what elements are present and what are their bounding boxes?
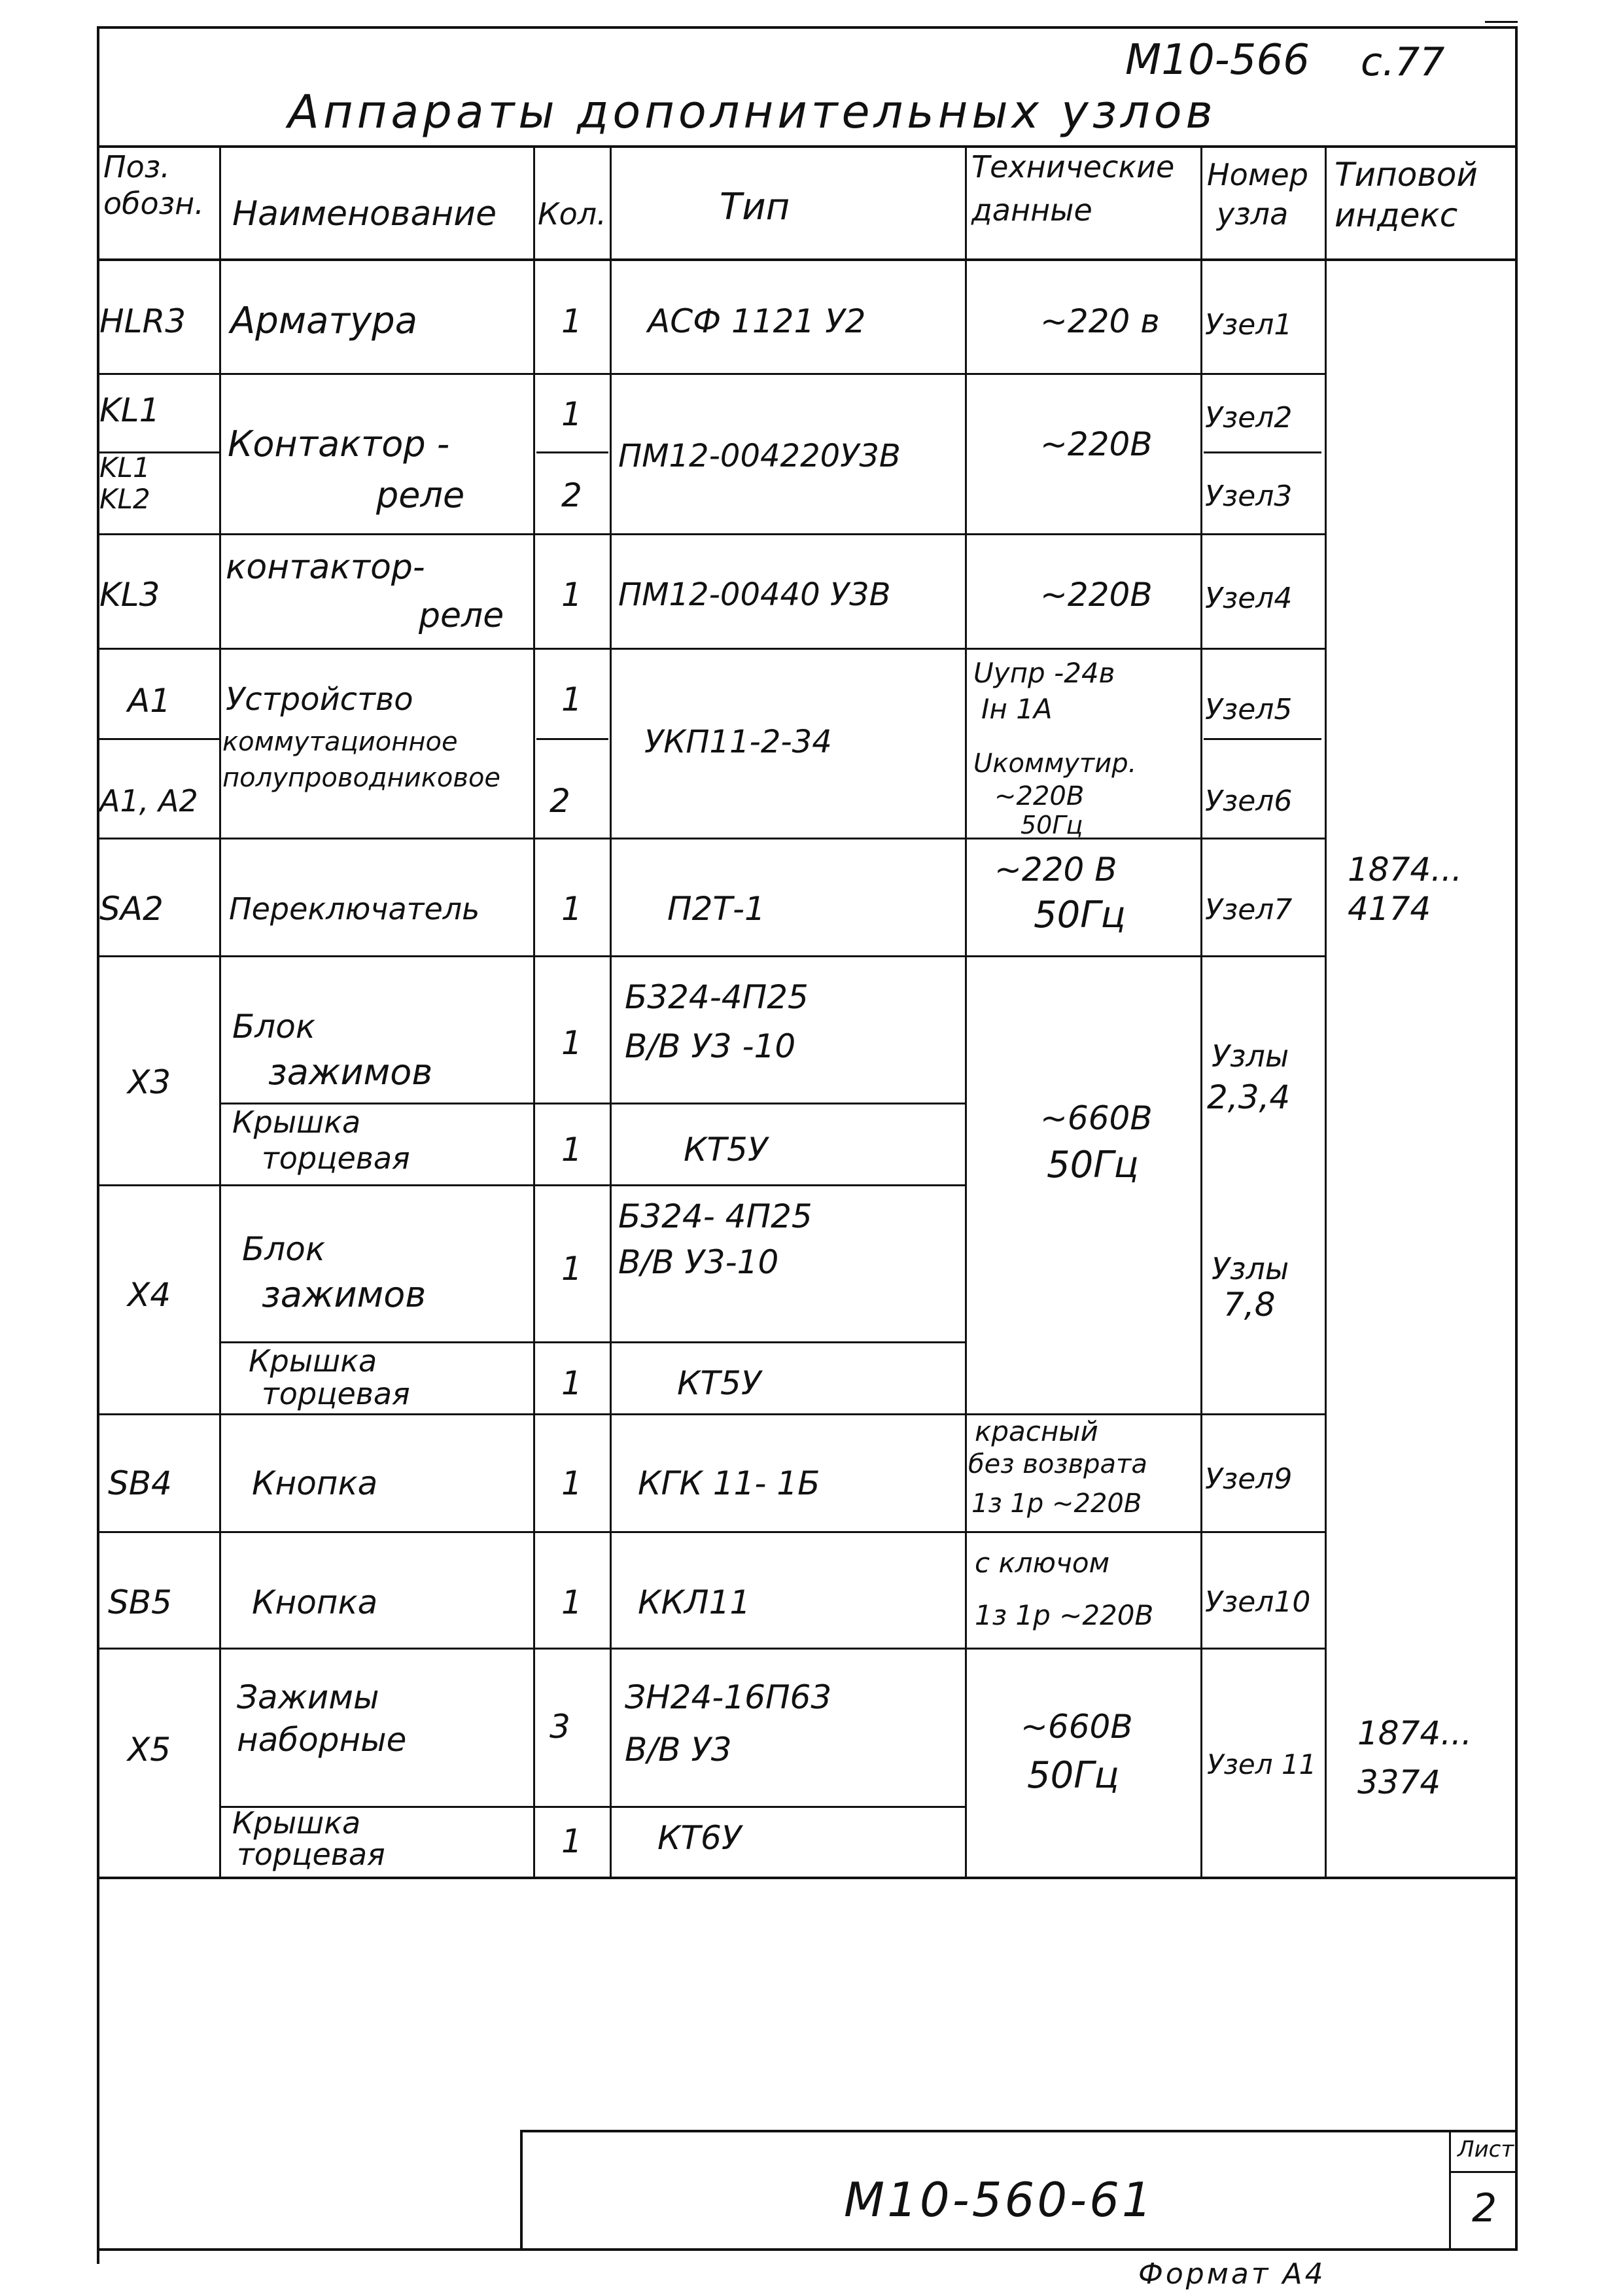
row11-name-2: торцевая	[262, 1376, 410, 1411]
row5-node: Узел5	[1205, 693, 1293, 726]
row7-tech-1: ~220 В	[994, 851, 1117, 889]
col-line	[1200, 145, 1202, 1878]
header-tech-2: данные	[971, 192, 1092, 228]
row15-name-1: Крышка	[232, 1805, 361, 1841]
row-line	[97, 533, 1327, 535]
index-1874-4174-l1: 1874...	[1348, 851, 1462, 889]
col-line	[1325, 145, 1327, 1878]
header-index-1: Типовой	[1335, 156, 1478, 194]
header-name: Наименование	[232, 194, 497, 234]
row-line	[1204, 738, 1321, 740]
frame-corner-tick	[1485, 21, 1518, 23]
row15-type: КТ6У	[657, 1819, 742, 1857]
stamp-bottom	[97, 2248, 1518, 2251]
row10-name-1: Блок	[242, 1230, 326, 1268]
row12-qty: 1	[561, 1464, 582, 1502]
row6-qty: 2	[550, 782, 570, 820]
row8-qty: 1	[561, 1024, 582, 1062]
x5-index-1: 1874...	[1357, 1714, 1472, 1752]
row7-tech-2: 50Гц	[1034, 894, 1126, 936]
col-line	[965, 145, 967, 1878]
row4-node: Узел4	[1205, 582, 1293, 615]
row8-type-2: В/В У3 -10	[625, 1027, 796, 1065]
row3-node: Узел3	[1205, 480, 1293, 513]
row1-tech: ~220 в	[1040, 302, 1160, 340]
header-bottom	[97, 258, 1518, 261]
row7-name: Переключатель	[229, 891, 480, 927]
row-line	[97, 1648, 1327, 1650]
page-title: Аппараты дополнительных узлов	[288, 85, 1217, 139]
page-ref: с.77	[1361, 39, 1445, 85]
row4-pos: KL3	[99, 576, 160, 614]
row13-qty: 1	[561, 1583, 582, 1621]
frame-right	[1515, 26, 1518, 2251]
x-tech-voltage: ~660В	[1040, 1099, 1153, 1137]
row3-pos-1: KL1	[99, 451, 150, 484]
doc-code: М10-566	[1125, 36, 1310, 84]
row12-tech-1: красный	[975, 1415, 1098, 1447]
row1-qty: 1	[561, 302, 582, 340]
row23-name-2: реле	[376, 474, 465, 516]
row15-name-2: торцевая	[237, 1837, 385, 1872]
header-tech-1: Технические	[971, 149, 1175, 185]
row-line	[536, 738, 608, 740]
row11-type: КТ5У	[677, 1364, 761, 1402]
table-bottom	[97, 1877, 1518, 1879]
row8-type-1: Б324-4П25	[625, 978, 809, 1016]
row13-name: Кнопка	[252, 1583, 378, 1621]
row14-type-1: ЗН24-16П63	[625, 1678, 832, 1716]
header-pos-2: обозн.	[103, 186, 204, 221]
x3-node-1: Узлы	[1212, 1038, 1289, 1074]
row12-name: Кнопка	[252, 1464, 378, 1502]
x-tech-frequency: 50Гц	[1047, 1144, 1139, 1186]
row13-tech-2: 1з 1р ~220В	[975, 1599, 1154, 1631]
row-line	[536, 451, 608, 453]
row4-qty: 1	[561, 576, 582, 614]
row-line	[97, 838, 1327, 839]
row8-name-1: Блок	[232, 1008, 316, 1046]
index-1874-4174-l2: 4174	[1348, 890, 1431, 928]
row8-name-2: зажимов	[268, 1051, 433, 1093]
row5-tech-1: Uупр -24в	[973, 657, 1115, 689]
row4-type: ПМ12-00440 У3В	[618, 576, 891, 613]
row1-node: Узел1	[1205, 308, 1293, 342]
row2-node: Узел2	[1205, 401, 1293, 434]
header-type: Тип	[720, 186, 790, 228]
x5-index-2: 3374	[1357, 1763, 1441, 1801]
row10-name-2: зажимов	[262, 1274, 427, 1315]
col-line	[219, 145, 221, 1878]
frame-top	[97, 26, 1518, 29]
row5-qty: 1	[561, 680, 582, 718]
row56-name-2: коммутационное	[222, 727, 458, 757]
row6-tech-3: 50Гц	[1021, 811, 1083, 839]
row12-type: КГК 11- 1Б	[638, 1464, 820, 1502]
x3-pos: X3	[128, 1063, 171, 1101]
x3-node-2: 2,3,4	[1207, 1078, 1291, 1116]
col-line	[610, 145, 612, 1878]
x5-tech-2: 50Гц	[1027, 1754, 1119, 1797]
row1-type: АСФ 1121 У2	[648, 302, 866, 340]
stamp-code: М10-560-61	[844, 2172, 1155, 2227]
row14-type-2: В/В У3	[625, 1731, 732, 1769]
row56-type: УКП11-2-34	[644, 724, 832, 760]
row6-tech-2: ~220В	[994, 781, 1085, 811]
row12-tech-3: 1з 1р ~220В	[971, 1489, 1142, 1519]
stamp-left	[520, 2130, 523, 2251]
row7-node: Узел7	[1205, 893, 1293, 927]
row6-pos: A1, A2	[99, 783, 198, 819]
stamp-sheet-number: 2	[1472, 2185, 1497, 2231]
stamp-sheet-hline	[1449, 2171, 1518, 2173]
row12-tech-2: без возврата	[968, 1449, 1147, 1479]
row13-pos: SB5	[108, 1583, 172, 1621]
stamp-sheet-divider	[1449, 2130, 1451, 2251]
row1-name: Арматура	[230, 300, 418, 342]
row4-name-2: реле	[419, 596, 504, 635]
row14-name-2: наборные	[237, 1721, 407, 1759]
row7-qty: 1	[561, 890, 582, 928]
stamp-sheet-label: Лист	[1457, 2136, 1514, 2163]
row7-type: П2Т-1	[667, 890, 765, 928]
row23-type: ПМ12-004220У3В	[618, 438, 901, 474]
row4-name-1: контактор-	[226, 548, 425, 587]
row10-qty: 1	[561, 1250, 582, 1288]
row9-name-1: Крышка	[232, 1104, 361, 1140]
frame-left	[97, 26, 99, 2264]
x4-node-2: 7,8	[1223, 1286, 1276, 1324]
header-pos-1: Поз.	[103, 149, 170, 185]
row1-pos: HLR3	[99, 302, 186, 340]
row5-tech-2: Iн 1А	[981, 693, 1053, 725]
header-node-2: узла	[1217, 196, 1289, 232]
stamp-top	[520, 2130, 1518, 2132]
row-line	[97, 648, 1327, 650]
row9-name-2: торцевая	[262, 1140, 410, 1176]
row15-qty: 1	[561, 1822, 582, 1860]
row-line	[97, 738, 221, 740]
row12-pos: SB4	[108, 1464, 172, 1502]
format-label: Формат А4	[1138, 2257, 1326, 2291]
x5-pos: X5	[128, 1731, 171, 1769]
x4-pos: X4	[128, 1276, 171, 1314]
row5-pos: A1	[128, 682, 171, 720]
row56-name-1: Устройство	[226, 681, 413, 718]
row6-tech-1: Uкоммутир.	[973, 749, 1137, 779]
x4-node-1: Узлы	[1212, 1251, 1289, 1286]
row2-pos: KL1	[99, 391, 160, 429]
row14-name-1: Зажимы	[237, 1678, 379, 1716]
row4-tech: ~220В	[1040, 576, 1153, 614]
table-top	[97, 145, 1518, 148]
row2-qty: 1	[561, 395, 582, 433]
row-line	[97, 373, 1327, 375]
x5-tech-1: ~660В	[1021, 1708, 1133, 1746]
row-line	[1204, 451, 1321, 453]
row9-qty: 1	[561, 1131, 582, 1169]
row13-tech-1: с ключом	[975, 1547, 1110, 1579]
row10-type-2: В/В У3-10	[618, 1243, 779, 1281]
row56-name-3: полупроводниковое	[222, 763, 501, 793]
header-index-2: индекс	[1335, 196, 1458, 234]
row13-type: ККЛ11	[638, 1583, 751, 1621]
row3-pos-2: KL2	[99, 483, 150, 515]
header-node-1: Номер	[1207, 157, 1308, 192]
row9-type: КТ5У	[684, 1131, 768, 1169]
row13-node: Узел10	[1205, 1585, 1311, 1619]
row11-qty: 1	[561, 1364, 582, 1402]
row-line	[97, 1184, 967, 1186]
row7-pos: SA2	[99, 890, 164, 928]
row12-node: Узел9	[1205, 1462, 1293, 1496]
row11-name-1: Крышка	[249, 1343, 377, 1379]
row-line	[97, 955, 1327, 957]
row14-qty: 3	[550, 1708, 570, 1746]
header-qty: Кол.	[538, 196, 606, 232]
row10-type-1: Б324- 4П25	[618, 1197, 812, 1235]
row6-node: Узел6	[1205, 785, 1293, 818]
x5-node: Узел 11	[1207, 1748, 1317, 1780]
col-line	[533, 145, 535, 1878]
row-line	[97, 1531, 1327, 1533]
row3-qty: 2	[561, 476, 582, 514]
row-line	[97, 1413, 1327, 1415]
row23-name-1: Контактор -	[228, 423, 450, 465]
row23-tech: ~220В	[1040, 425, 1153, 463]
